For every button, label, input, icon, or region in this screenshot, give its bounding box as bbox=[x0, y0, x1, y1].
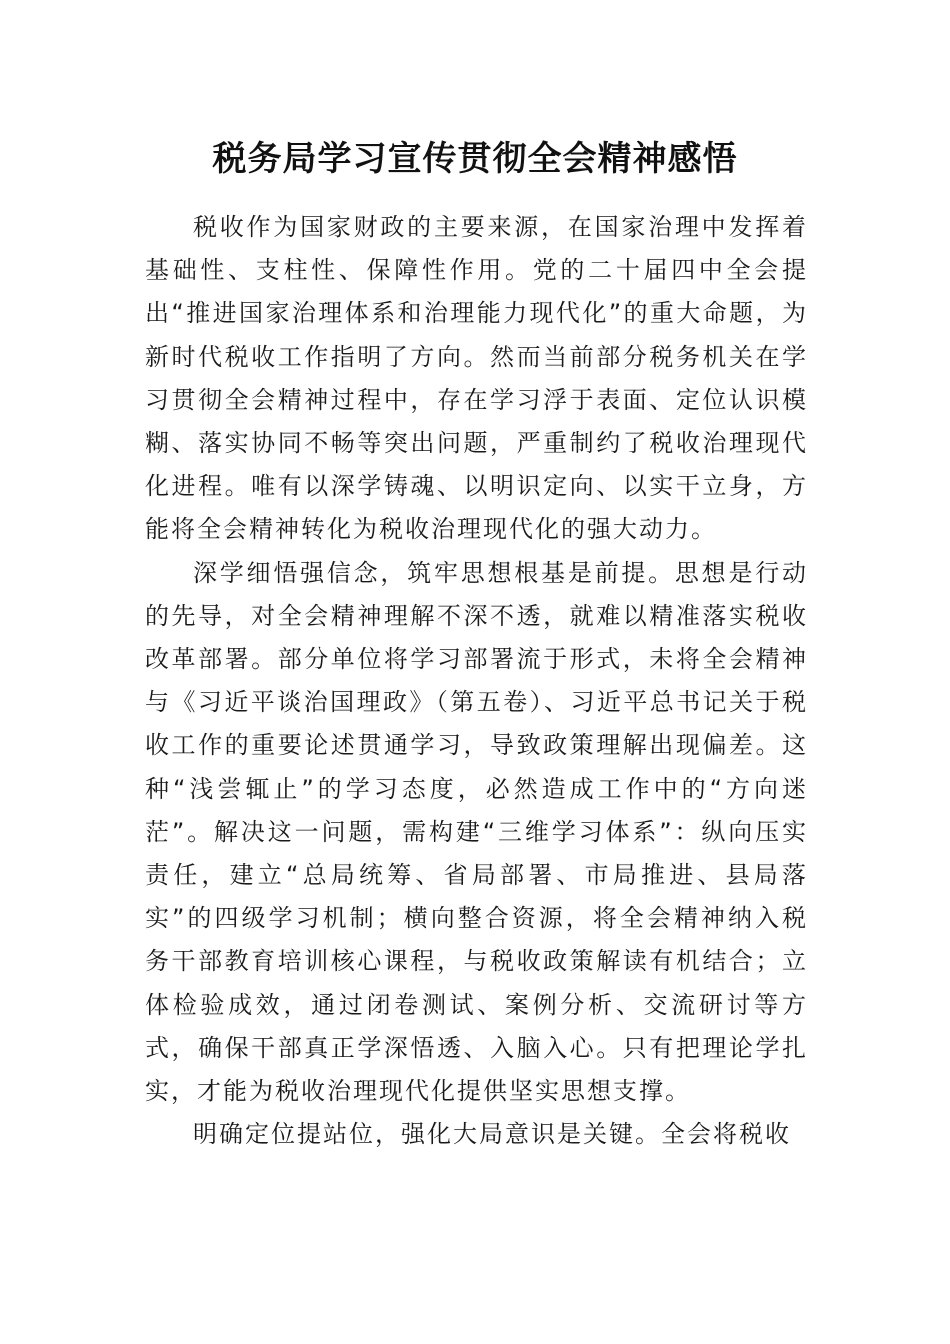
paragraph-study: 深学细悟强信念，筑牢思想根基是前提。思想是行动的先导，对全会精神理解不深不透，就难以精准落实税收改革部署。部分单位将学习部署流于形式，未将全会精神与《习近平谈治国理政》（第五卷）、习近平总书记关于税收工作的重要论述贯通学习，导致政策理解出现偏差。这种“浅尝辄止”的学习态度，必然造成工作中的“方向迷茫”。解决这一问题，需构建“三维学习体系”：纵向压实责任，建立“总局统筹、省局部署、市局推进、县局落实”的四级学习机制；横向整合资源，将全会精神纳入税务干部教育培训核心课程，与税收政策解读有机结合；立体检验成效，通过闭卷测试、案例分析、交流研讨等方式，确保干部真正学深悟透、入脑入心。只有把理论学扎实，才能为税收治理现代化提供坚实思想支撑。 bbox=[145, 558, 808, 1106]
paragraph-intro: 税收作为国家财政的主要来源，在国家治理中发挥着基础性、支柱性、保障性作用。党的二十届四中全会提出“推进国家治理体系和治理能力现代化”的重大命题，为新时代税收工作指明了方向。然而当前部分税务机关在学习贯彻全会精神过程中，存在学习浮于表面、定位认识模糊、落实协同不畅等突出问题，严重制约了税收治理现代化进程。唯有以深学铸魂、以明识定向、以实干立身，方能将全会精神转化为税收治理现代化的强大动力。 bbox=[145, 213, 808, 544]
document-title: 税务局学习宣传贯彻全会精神感悟 bbox=[212, 138, 738, 179]
document-body bbox=[145, 206, 808, 1156]
paragraph-positioning: 明确定位提站位，强化大局意识是关键。全会将税收 bbox=[193, 1120, 791, 1149]
